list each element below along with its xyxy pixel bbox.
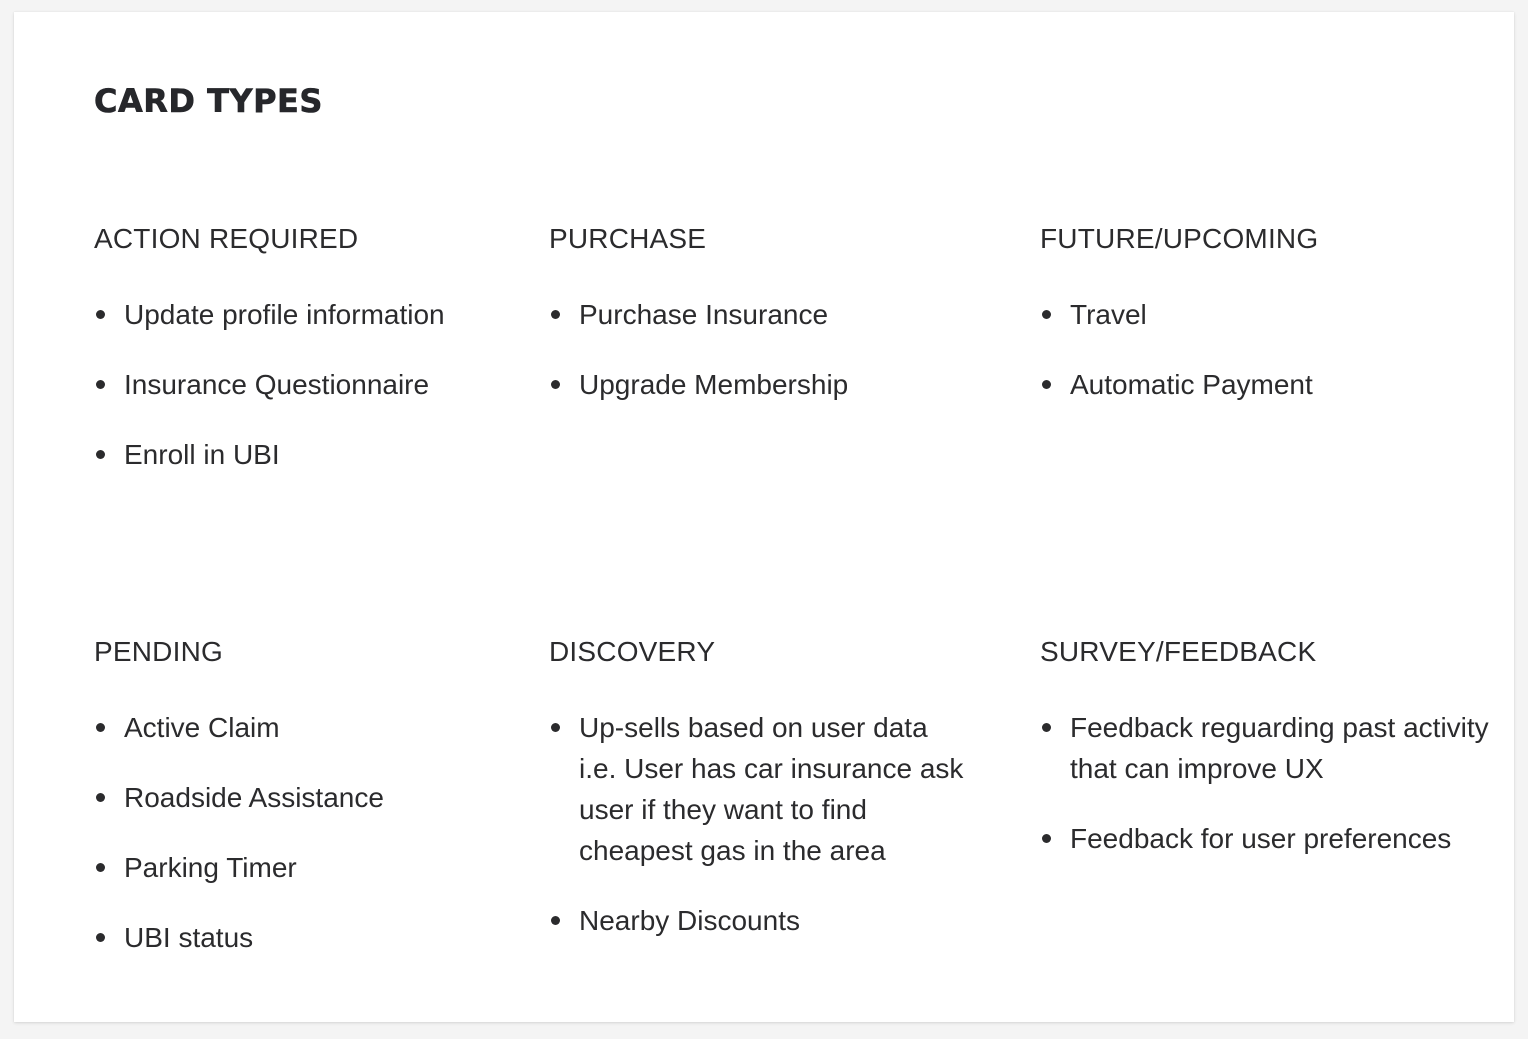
list-item [94, 434, 534, 475]
bullet-icon [96, 380, 105, 389]
list-item-label: Purchase Insurance [579, 299, 829, 330]
list-item-label: UBI status [124, 922, 254, 953]
list-item-label: Parking Timer [124, 852, 297, 883]
bullet-icon [551, 380, 560, 389]
list-item-label: Active Claim [124, 712, 280, 743]
section-action-required [94, 223, 534, 504]
section-discovery [549, 636, 969, 970]
section-heading: SURVEY/FEEDBACK [1040, 636, 1317, 667]
list-item [549, 294, 989, 335]
list-item [1040, 707, 1502, 789]
page-title: CARD TYPES [94, 82, 323, 120]
bullet-icon [96, 723, 105, 732]
list-item-label: Upgrade Membership [579, 369, 849, 400]
bullet-icon [96, 863, 105, 872]
list-item [94, 917, 534, 958]
bullet-icon [1042, 723, 1051, 732]
list-item [94, 707, 534, 748]
list-item [1040, 294, 1500, 335]
list-item-label: Travel [1070, 299, 1147, 330]
section-survey-feedback [1040, 636, 1502, 888]
item-list [94, 707, 534, 958]
list-item-label: Automatic Payment [1070, 369, 1313, 400]
list-item [94, 364, 534, 405]
list-item-label: Feedback for user preferences [1070, 823, 1452, 854]
list-item [94, 777, 534, 818]
section-heading: PURCHASE [549, 223, 707, 254]
list-item-label: Insurance Questionnaire [124, 369, 430, 400]
bullet-icon [1042, 380, 1051, 389]
section-future-upcoming [1040, 223, 1500, 434]
bullet-icon [551, 310, 560, 319]
item-list [549, 707, 969, 941]
bullet-icon [1042, 834, 1051, 843]
list-item [549, 707, 969, 871]
section-heading: ACTION REQUIRED [94, 223, 359, 254]
list-item-label: Nearby Discounts [579, 905, 800, 936]
list-item-label: Up-sells based on user data i.e. User has car insurance ask user if they want to find cheapest gas in the area [579, 712, 964, 866]
list-item-label: Roadside Assistance [124, 782, 384, 813]
bullet-icon [96, 793, 105, 802]
card-types-panel [14, 12, 1514, 1022]
list-item-label: Feedback reguarding past activity that can improve UX [1070, 712, 1489, 784]
bullet-icon [1042, 310, 1051, 319]
list-item-label: Update profile information [124, 299, 445, 330]
section-pending [94, 636, 534, 987]
bullet-icon [96, 450, 105, 459]
section-heading: DISCOVERY [549, 636, 716, 667]
list-item [549, 364, 989, 405]
list-item [1040, 364, 1500, 405]
list-item [94, 294, 534, 335]
section-heading: PENDING [94, 636, 223, 667]
bullet-icon [551, 723, 560, 732]
bullet-icon [551, 916, 560, 925]
section-purchase [549, 223, 989, 434]
item-list [1040, 294, 1500, 405]
bullet-icon [96, 310, 105, 319]
list-item [1040, 818, 1502, 859]
bullet-icon [96, 933, 105, 942]
list-item-label: Enroll in UBI [124, 439, 280, 470]
item-list [1040, 707, 1502, 859]
item-list [549, 294, 989, 405]
list-item [549, 900, 969, 941]
list-item [94, 847, 534, 888]
section-heading: FUTURE/UPCOMING [1040, 223, 1319, 254]
item-list [94, 294, 534, 475]
